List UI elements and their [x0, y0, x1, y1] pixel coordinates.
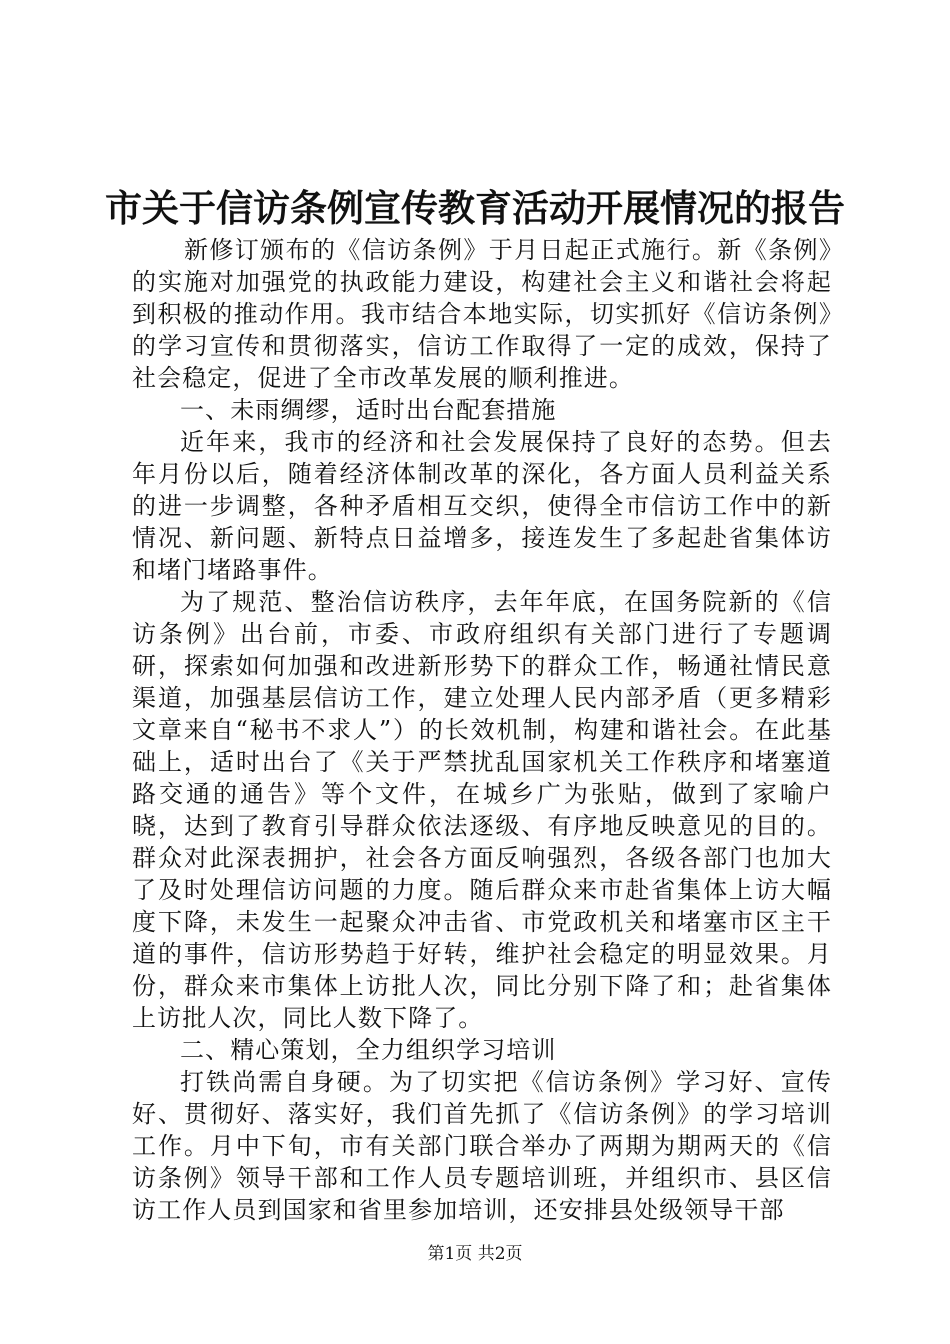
- section-heading-1: 一、未雨绸缪，适时出台配套措施: [180, 396, 557, 424]
- document-body: [132, 234, 832, 1226]
- page-number-footer: 第1页 共2页: [427, 1244, 523, 1264]
- body-paragraph: 近年来，我市的经济和社会发展保持了良好的态势。但去年月份以后，随着经济体制改革的深化，各方面人员利益关系的进一步调整，各种矛盾相互交织，使得全市信访工作中的新情况、新问题、新特点日益增多，接连发生了多起赴省集体访和堵门堵路事件。: [132, 428, 832, 584]
- intro-paragraph: 新修订颁布的《信访条例》于月日起正式施行。新《条例》的实施对加强党的执政能力建设，构建社会主义和谐社会将起到积极的推动作用。我市结合本地实际，切实抓好《信访条例》的学习宣传和贯彻落实，信访工作取得了一定的成效，保持了社会稳定，促进了全市改革发展的顺利推进。: [132, 236, 832, 392]
- body-paragraph: 打铁尚需自身硬。为了切实把《信访条例》学习好、宣传好、贯彻好、落实好，我们首先抓了《信访条例》的学习培训工作。月中下旬，市有关部门联合举办了两期为期两天的《信访条例》领导干部和工作人员专题培训班，并组织市、县区信访工作人员到国家和省里参加培训，还安排县处级领导干部: [132, 1068, 832, 1224]
- body-paragraph: 为了规范、整治信访秩序，去年年底，在国务院新的《信访条例》出台前，市委、市政府组织有关部门进行了专题调研，探索如何加强和改进新形势下的群众工作，畅通社情民意渠道，加强基层信访工作，建立处理人民内部矛盾（更多精彩文章来自“秘书不求人”）的长效机制，构建和谐社会。在此基础上，适时出台了《关于严禁扰乱国家机关工作秩序和堵塞道路交通的通告》等个文件，在城乡广为张贴，做到了家喻户晓，达到了教育引导群众依法逐级、有序地反映意见的目的。群众对此深表拥护，社会各方面反响强烈，各级各部门也加大了及时处理信访问题的力度。随后群众来市赴省集体上访大幅度下降，未发生一起聚众冲击省、市党政机关和堵塞市区主干道的事件，信访形势趋于好转，维护社会稳定的明显效果。月份，群众来市集体上访批人次，同比分别下降了和；赴省集体上访批人次，同比人数下降了。: [132, 588, 832, 1032]
- section-heading-2: 二、精心策划，全力组织学习培训: [180, 1036, 557, 1064]
- document-title: 市关于信访条例宣传教育活动开展情况的报告: [105, 186, 845, 230]
